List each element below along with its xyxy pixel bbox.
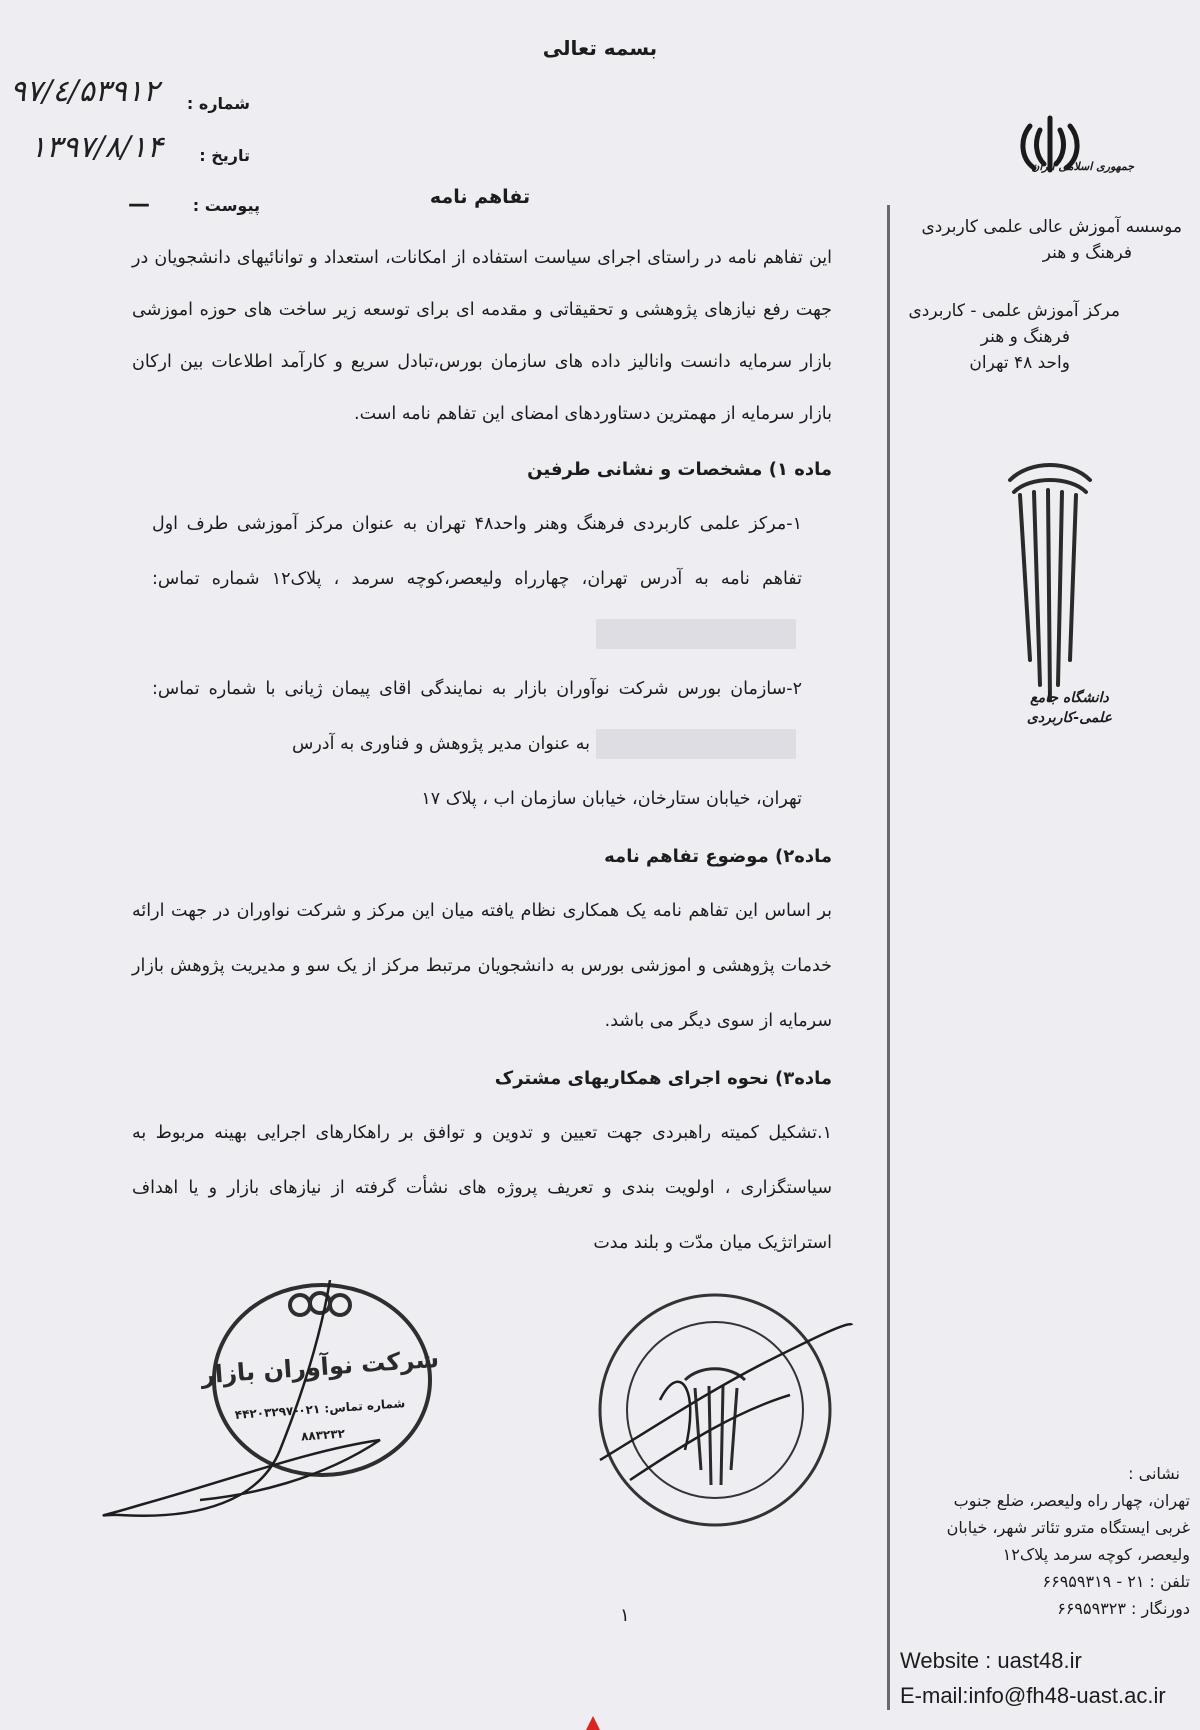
page-number: ۱ xyxy=(620,1605,630,1626)
article2-text: بر اساس این تفاهم نامه یک همکاری نظام یافته میان این مرکز و شرکت نواوران در جهت ارائه خدمات پژوهشی و اموزشی بورس به دانشجویان مرتبط مرکز از یک سو و مدیریت پژوهش بازار سرمایه از سوی دیگر می باشد. xyxy=(132,901,832,1031)
number-label: شماره : xyxy=(186,94,250,113)
party2-text-a: ۲-سازمان بورس شرکت نوآوران بازار به نمایندگی اقای پیمان ژیانی با شماره تماس: xyxy=(152,679,802,699)
party1-text: ۱-مرکز علمی کاربردی فرهنگ وهنر واحد۴۸ تهران به عنوان مرکز آموزشی طرف اول تفاهم نامه به آدرس تهران، چهارراه ولیعصر،کوچه سرمد ، پلاک۱۲ شماره تماس: xyxy=(152,514,803,589)
fax-line: دورنگار : ۶۶۹۵۹۳۲۳ xyxy=(1057,1599,1190,1618)
university-caption xyxy=(1027,688,1112,728)
center-line-2: فرهنگ و هنر xyxy=(980,327,1070,347)
institute-name xyxy=(882,214,1182,266)
uni-caption-line-2: علمی-کاربردی xyxy=(1026,710,1112,726)
address-label: نشانی : xyxy=(1128,1464,1180,1483)
address-line-2: غربی ایستگاه مترو تئاتر شهر، خیابان xyxy=(946,1518,1190,1537)
center-name xyxy=(880,298,1120,376)
uni-caption-line-1: دانشگاه جامع xyxy=(1030,690,1109,706)
article3-heading: ماده۳) نحوه اجرای همکاریهای مشترک xyxy=(494,1068,832,1089)
company-stamp-phone: شماره تماس: ۰۲۱-۴۴۲۰۳۲۹۷ xyxy=(234,1396,406,1422)
redaction-box xyxy=(596,729,796,759)
company-stamp-phone-2: ۸۸۳۲۳۲ xyxy=(300,1426,346,1444)
institute-line-1: موسسه آموزش عالی علمی کاربردی xyxy=(921,217,1182,237)
university-logo-icon xyxy=(1000,440,1100,720)
article1-party2 xyxy=(152,662,802,772)
document-title: تفاهم نامه xyxy=(429,186,531,208)
center-line-1: مرکز آموزش علمی - کاربردی xyxy=(908,301,1120,321)
date-value: ۱۳۹۷/۸/۱۴ xyxy=(30,130,164,165)
redaction-box xyxy=(596,619,796,649)
document-body xyxy=(132,232,832,1271)
article1-heading: ماده ۱) مشخصات و نشانی طرفین xyxy=(527,459,832,480)
intro-paragraph: این تفاهم نامه در راستای اجرای سیاست استفاده از امکانات، استعداد و توانائیهای دانشجویان در جهت رفع نیازهای پژوهشی و تحقیقاتی و مقدمه ای برای توسعه زیر ساخت های حوزه اموزشی بازار سرمایه دانست وانالیز داده های سازمان بورس،تبادل سریع و کارآمد اطلاعات بین ارکان بازار سرمایه از مهمترین دستاوردهای امضای این تفاهم نامه است. xyxy=(132,248,832,424)
institute-line-2: فرهنگ و هنر xyxy=(1042,243,1132,263)
article1-party1 xyxy=(152,497,802,662)
website-text: Website : uast48.ir xyxy=(900,1648,1082,1673)
phone-line: تلفن : ۲۱ - ۶۶۹۵۹۳۱۹ xyxy=(1042,1572,1190,1591)
company-stamp-name: شرکت نوآوران بازار xyxy=(200,1344,440,1390)
center-line-3: واحد ۴۸ تهران xyxy=(969,353,1070,373)
contact-block xyxy=(890,1460,1190,1622)
iran-emblem-icon xyxy=(1010,108,1090,188)
signature-right xyxy=(590,1300,860,1500)
email-text: E-mail:info@fh48-uast.ac.ir xyxy=(900,1683,1166,1708)
date-label: تاریخ : xyxy=(199,146,250,165)
red-marker-icon xyxy=(586,1716,600,1730)
article1-party2-address: تهران، خیابان ستارخان، خیابان سازمان اب ، پلاک ۱۷ xyxy=(421,789,802,809)
basmala: بسمه تعالی xyxy=(542,36,658,60)
article2-heading: ماده۲) موضوع تفاهم نامه xyxy=(604,846,832,867)
address-line-1: تهران، چهار راه ولیعصر، ضلع جنوب xyxy=(953,1491,1190,1510)
article3-text: ۱.تشکیل کمیته راهبردی جهت تعیین و تدوین و توافق بر راهکارهای اجرایی بهینه مربوط به سیاستگزاری ، اولویت بندی و تعریف پروژه های نشأت گرفته از نیازهای بازار و یا اهداف استراتژیک میان مدّت و بلند مدت xyxy=(132,1123,832,1253)
attachment-label: پیوست : xyxy=(192,196,260,215)
emblem-caption: جمهوری اسلامی ایران xyxy=(1031,160,1134,173)
party2-text-b: به عنوان مدیر پژوهش و فناوری به آدرس xyxy=(291,734,590,754)
attachment-value: — xyxy=(128,192,150,217)
signature-left xyxy=(80,1280,400,1540)
address-line-3: ولیعصر، کوچه سرمد پلاک۱۲ xyxy=(1002,1545,1190,1564)
number-value: ۹۷/٤/۵۳۹۱۲ xyxy=(10,74,160,109)
